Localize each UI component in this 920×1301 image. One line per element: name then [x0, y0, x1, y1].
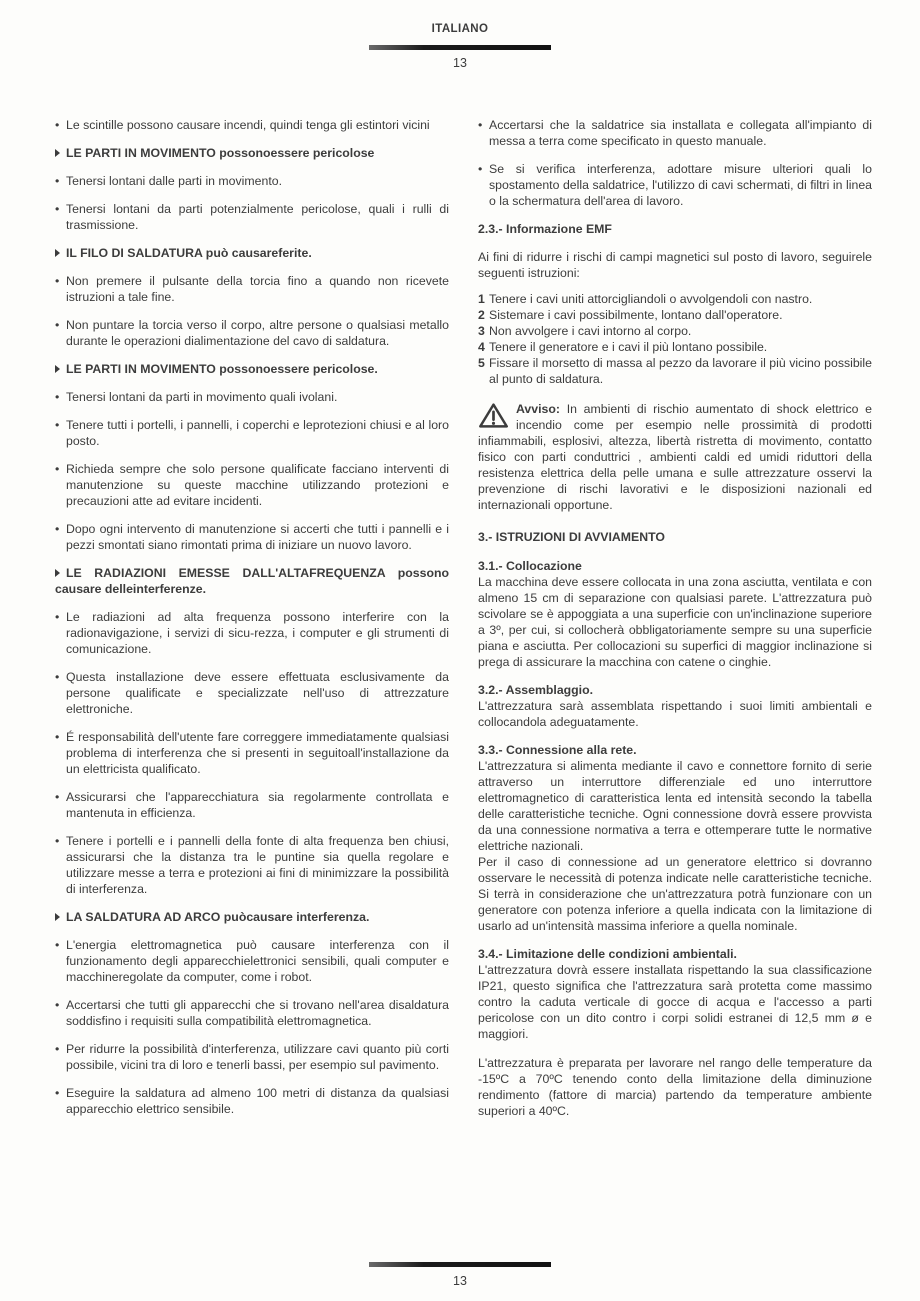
bullet-item: • Eseguire la saldatura ad almeno 100 metri di distanza da qualsiasi apparecchio elettrico sensibile.: [55, 1085, 449, 1117]
page-footer: [0, 1262, 920, 1289]
bullet-item: • Se si verifica interferenza, adottare misure ulteriori quali lo spostamento della saldatrice, l'utilizzo di cavi schermati, di filtri in linea o la schermatura dell'area di lavoro.: [478, 161, 872, 209]
bullet-item: • É responsabilità dell'utente fare correggere immediatamente qualsiasi problema di interferenza che si presenti in seguitoall'installazione da un elettricista qualificato.: [55, 729, 449, 777]
bullet-item: • Questa installazione deve essere effettuata esclusivamente da persone qualificate e specializzate nell'uso di attrezzature elettroniche.: [55, 669, 449, 717]
bullet-item: • Non puntare la torcia verso il corpo, altre persone o qualsiasi metallo durante le operazioni dialimentazione del cavo di saldatura.: [55, 317, 449, 349]
emf-step: [478, 355, 872, 387]
step-text: Sistemare i cavi possibilmente, lontano dall'operatore.: [489, 308, 783, 322]
language-label: ITALIANO: [431, 23, 489, 35]
safety-heading: LE PARTI IN MOVIMENTO possonoessere pericolose.: [55, 361, 449, 377]
right-column: [478, 117, 872, 1119]
bullet-item: • Tenersi lontani da parti in movimento quali ivolani.: [55, 389, 449, 405]
emf-step: [478, 339, 872, 355]
bullet-item: • Le scintille possono causare incendi, quindi tenga gli estintori vicini: [55, 117, 449, 133]
page-content: [0, 71, 920, 1129]
emf-intro: Ai fini di ridurre i rischi di campi magnetici sul posto di lavoro, seguirele seguenti istruzioni:: [478, 250, 872, 280]
subsection-heading: 3.3.- Connessione alla rete.: [478, 743, 637, 757]
subsection-heading: 3.4.- Limitazione delle condizioni ambientali.: [478, 947, 737, 961]
warning-block: [478, 401, 872, 513]
emf-step: [478, 291, 872, 307]
bullet-item: • Le radiazioni ad alta frequenza possono interferire con la radionavigazione, i servizi di sicu-rezza, i computer e gli strumenti di comunicazione.: [55, 609, 449, 657]
step-text: Non avvolgere i cavi intorno al corpo.: [489, 324, 692, 338]
warning-text: In ambienti di rischio aumentato di shock elettrico e incendio come per esempio nelle prossimità di prodotti infiammabili, esplosivi, altezza, libertà ristretta di movimento, contatto fisico con parti conduttrici , ambienti caldi ed umidi riduttori della resistenza elettrica della pelle umana e sulle attrezzature osservi la prevenzione di rischi lavorativi e le disposizioni nazionali ed internazionali opportune.: [478, 402, 873, 512]
bullet-item: • Assicurarsi che l'apparecchiatura sia regolarmente controllata e mantenuta in efficienza.: [55, 789, 449, 821]
step-number: 1: [478, 292, 485, 306]
emf-step: [478, 307, 872, 323]
footer-rule-bar: [369, 1262, 551, 1267]
paragraph: L'attrezzatura si alimenta mediante il cavo e connettore fornito di serie attraverso un interruttore differenziale ed uno interruttore elettromagnetico di caratteristica lenta ed intensità secondo la tabella delle caratteristiche tecniche. Ogni connessione dovrà essere provvista da una connessione normativa a terra e ottemperare tutte le normative elettriche nazionali.: [478, 759, 872, 853]
bullet-item: • Accertarsi che tutti gli apparecchi che si trovano nell'area disaldatura soddisfino i requisiti sulla compatibilità elettromagnetica.: [55, 997, 449, 1029]
emf-step: [478, 323, 872, 339]
subsection-heading: 3.2.- Assemblaggio.: [478, 683, 594, 697]
step-number: 5: [478, 356, 485, 370]
warning-label: Avviso:: [516, 402, 560, 416]
paragraph: La macchina deve essere collocata in una zona asciutta, ventilata e con almeno 15 cm di separazione con qualsiasi parete. L'attrezzatura può scivolare se è appoggiata a una superficie con un'inclinazione superiore a 3º, per cui, si collocherà obbligatoriamente sempre su una superficie piana e asciutta. Per collocazioni su superfici di maggior inclinazione si prega di assicurare la macchina con catene o cinghie.: [478, 575, 872, 669]
startup-section-heading: 3.- ISTRUZIONI DI AVVIAMENTO: [478, 530, 665, 544]
step-text: Tenere il generatore e i cavi il più lontano possibile.: [489, 340, 768, 354]
safety-heading: LE RADIAZIONI EMESSE DALL'ALTAFREQUENZA possono causare delleinterferenze.: [55, 566, 449, 596]
step-number: 3: [478, 324, 485, 338]
left-column: [55, 117, 449, 1129]
warning-triangle-icon: [478, 402, 509, 429]
step-text: Tenere i cavi uniti attorcigliandoli o avvolgendoli con nastro.: [489, 292, 813, 306]
step-text: Fissare il morsetto di massa al pezzo da lavorare il più vicino possibile al punto di saldatura.: [489, 356, 872, 386]
paragraph: L'attrezzatura dovrà essere installata rispettando la sua classificazione IP21, questo significa che l'attrezzatura sarà protetta come massimo contro la caduta verticale di gocce di acqua e l'accesso a parti pericolose con un dito contro i corpi solidi estranei di 12,5 mm ø e maggiori.: [478, 963, 872, 1041]
step-number: 2: [478, 308, 485, 322]
safety-heading: LA SALDATURA AD ARCO puòcausare interferenza.: [55, 909, 449, 925]
bullet-item: • Accertarsi che la saldatrice sia installata e collegata all'impianto di messa a terra come specificato in questo manuale.: [478, 117, 872, 149]
bullet-item: • L'energia elettromagnetica può causare interferenza con il funzionamento degli apparecchielettronici sensibili, quali computer e macchineregolate da computer, come i robot.: [55, 937, 449, 985]
paragraph: Per il caso di connessione ad un generatore elettrico si dovranno osservare le necessità di potenza indicate nelle caratteristiche tecniche. Si terrà in considerazione che un'attrezzatura potrà funzionare con un generatore con potenza inferiore a quella indicata con la limitazione di usarlo ad un'intensità massima inferiore a quella nominale.: [478, 855, 872, 933]
emf-section-heading: 2.3.- Informazione EMF: [478, 222, 612, 236]
paragraph: L'attrezzatura è preparata per lavorare nel rango delle temperature da -15ºC a 70ºC tenendo conto della limitazione della diminuzione rendimento (fattore di marcia) partendo da temperature ambiente superiori a 40ºC.: [478, 1056, 872, 1118]
bullet-item: • Tenere tutti i portelli, i pannelli, i coperchi e leprotezioni chiusi e al loro posto.: [55, 417, 449, 449]
step-number: 4: [478, 340, 485, 354]
subsection-heading: 3.1.- Collocazione: [478, 559, 582, 573]
bullet-item: • Non premere il pulsante della torcia fino a quando non ricevete istruzioni a tale fine.: [55, 273, 449, 305]
bullet-item: • Tenere i portelli e i pannelli della fonte di alta frequenza ben chiusi, assicurarsi che la distanza tra le puntine sia quella regolare e utilizzare messe a terra e protezioni ai fini di minimizzare la possibilità di interferenza.: [55, 833, 449, 897]
bullet-item: • Tenersi lontani dalle parti in movimento.: [55, 173, 449, 189]
emf-steps-list: [478, 291, 872, 387]
safety-heading: IL FILO DI SALDATURA può causareferite.: [55, 245, 449, 261]
bullet-item: • Per ridurre la possibilità d'interferenza, utilizzare cavi quanto più corti possibile, vicini tra di loro e tenerli bassi, per esempio sul pavimento.: [55, 1041, 449, 1073]
page-header: [0, 0, 920, 71]
safety-heading: LE PARTI IN MOVIMENTO possonoessere pericolose: [55, 145, 449, 161]
bullet-item: • Tenersi lontani da parti potenzialmente pericolose, quali i rulli di trasmissione.: [55, 201, 449, 233]
paragraph: L'attrezzatura sarà assemblata rispettando i suoi limiti ambientali e collocandola adeguatamente.: [478, 699, 872, 729]
page-number-top: 13: [453, 56, 467, 70]
header-rule-bar: [369, 45, 551, 50]
bullet-item: • Dopo ogni intervento di manutenzione si accerti che tutti i pannelli e i pezzi smontati siano rimontati prima di iniziare un nuovo lavoro.: [55, 521, 449, 553]
page-number-bottom: 13: [453, 1274, 467, 1288]
bullet-item: • Richieda sempre che solo persone qualificate facciano interventi di manutenzione su queste macchine utilizzando protezioni e precauzioni atte ad evitare incidenti.: [55, 461, 449, 509]
